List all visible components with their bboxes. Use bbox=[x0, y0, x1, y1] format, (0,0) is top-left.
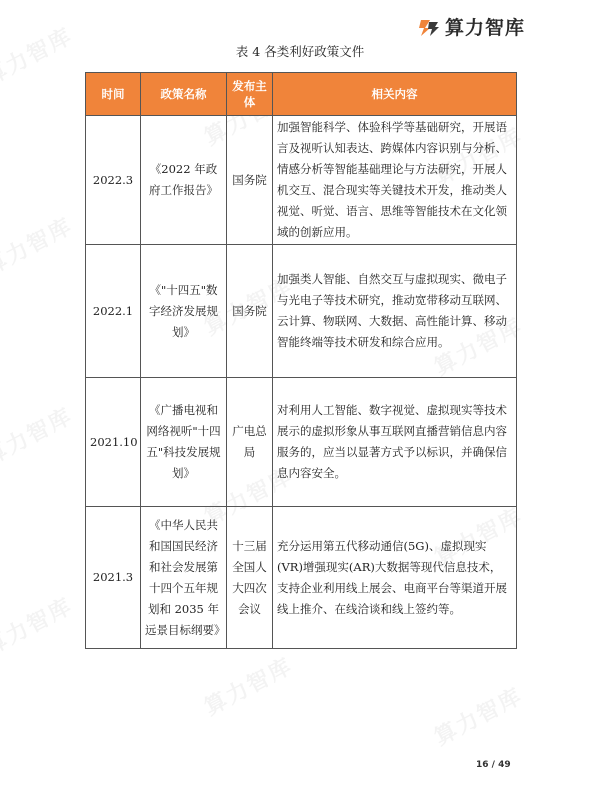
watermark-text bbox=[0, 399, 78, 471]
watermark-text bbox=[198, 649, 297, 721]
row-time: 2021.10 bbox=[86, 378, 141, 507]
watermark-text bbox=[0, 209, 78, 281]
row-content: 对利用人工智能、数字视觉、虚拟现实等技术展示的虚拟形象从事互联网直播营销信息内容服务的，应当以显著方式予以标识，并确保信息内容安全。 bbox=[273, 378, 517, 507]
header-time: 时间 bbox=[86, 73, 141, 116]
brand-logo bbox=[418, 13, 525, 40]
row-time: 2022.3 bbox=[86, 116, 141, 245]
row-time: 2021.3 bbox=[86, 507, 141, 649]
row-time: 2022.1 bbox=[86, 245, 141, 378]
row-issuer: 广电总局 bbox=[227, 378, 273, 507]
row-issuer: 国务院 bbox=[227, 245, 273, 378]
table-row bbox=[86, 245, 517, 378]
table-row bbox=[86, 378, 517, 507]
table-header-row bbox=[86, 73, 517, 116]
brand-name: 算力智库 bbox=[445, 17, 526, 39]
table-row bbox=[86, 507, 517, 649]
table-row bbox=[86, 116, 517, 245]
row-issuer: 国务院 bbox=[227, 116, 273, 245]
header-content: 相关内容 bbox=[273, 73, 517, 116]
brand-mark-icon bbox=[418, 16, 440, 38]
page-number: 16 / 49 bbox=[476, 760, 511, 770]
watermark-text bbox=[428, 679, 527, 751]
row-policy-name: 《广播电视和网络视听"十四五"科技发展规划》 bbox=[141, 378, 227, 507]
row-policy-name: 《"十四五"数字经济发展规划》 bbox=[141, 245, 227, 378]
row-issuer: 十三届全国人大四次会议 bbox=[227, 507, 273, 649]
header-issuer: 发布主体 bbox=[227, 73, 273, 116]
watermark-text bbox=[0, 589, 78, 661]
row-policy-name: 《中华人民共和国国民经济和社会发展第十四个五年规划和 2035 年远景目标纲要》 bbox=[141, 507, 227, 649]
policy-table bbox=[85, 72, 517, 649]
row-content: 充分运用第五代移动通信(5G)、虚拟现实(VR)增强现实(AR)大数据等现代信息技术，支持企业利用线上展会、电商平台等渠道开展线上推介、在线洽谈和线上签约等。 bbox=[273, 507, 517, 649]
header-policy-name: 政策名称 bbox=[141, 73, 227, 116]
row-content: 加强智能科学、体验科学等基础研究，开展语言及视听认知表达、跨媒体内容识别与分析、情感分析等智能基础理论与方法研究，开展人机交互、混合现实等关键技术开发，推动类人视觉、听觉、语言、思维等智能技术在文化领域的创新应用。 bbox=[273, 116, 517, 245]
row-content: 加强类人智能、自然交互与虚拟现实、微电子与光电子等技术研究，推动宽带移动互联网、云计算、物联网、大数据、高性能计算、移动智能终端等技术研发和综合应用。 bbox=[273, 245, 517, 378]
row-policy-name: 《2022 年政府工作报告》 bbox=[141, 116, 227, 245]
table-caption: 表 4 各类利好政策文件 bbox=[235, 44, 365, 59]
